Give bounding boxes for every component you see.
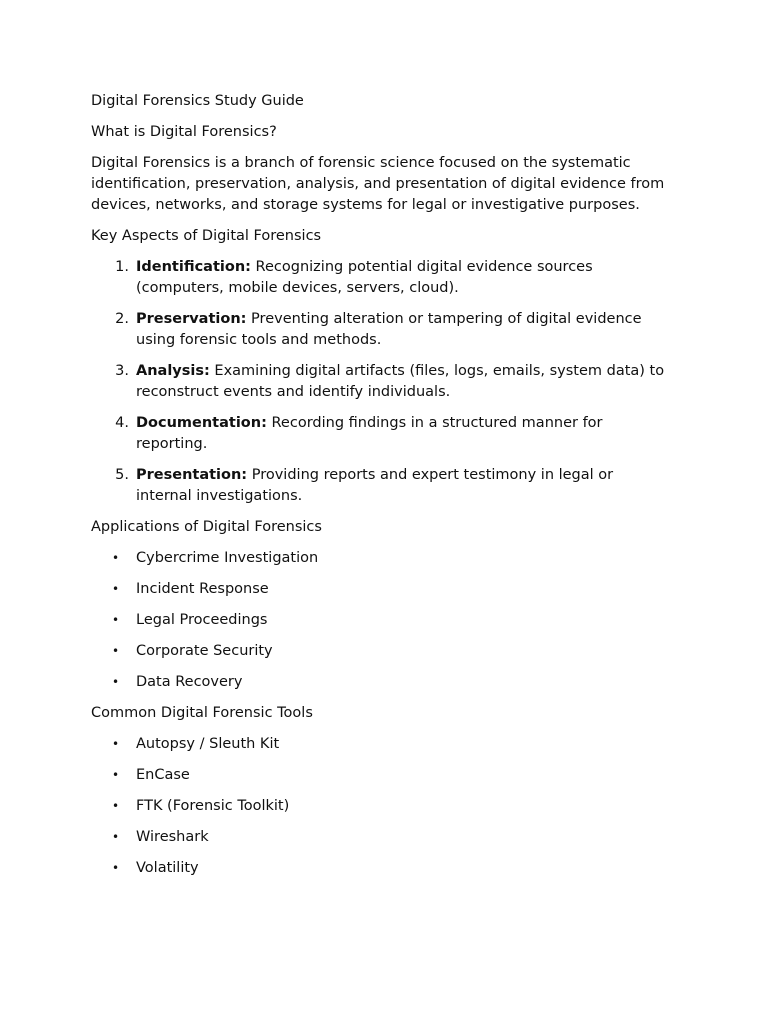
list-text: Providing reports and expert testimony in legal or internal investigations. <box>136 467 614 504</box>
bullet-icon: • <box>112 551 120 565</box>
list-term: Documentation: <box>136 415 267 431</box>
list-text: Recording findings in a structured manner for reporting. <box>136 415 603 452</box>
document-page <box>91 91 671 889</box>
list-text: Examining digital artifacts (files, logs, emails, system data) to reconstruct events and identify individuals. <box>136 363 665 400</box>
bullet-icon: • <box>112 582 120 596</box>
list-text: Incident Response <box>136 581 269 597</box>
list-text: Data Recovery <box>136 674 243 690</box>
section-heading-applications: Applications of Digital Forensics <box>91 519 322 535</box>
bullet-icon: • <box>112 613 120 627</box>
tools-list <box>91 734 671 879</box>
bullet-icon: • <box>112 737 120 751</box>
list-text: Cybercrime Investigation <box>136 550 319 566</box>
list-item <box>91 610 671 631</box>
list-item <box>91 257 671 299</box>
document-title: Digital Forensics Study Guide <box>91 93 304 109</box>
list-item <box>91 579 671 600</box>
list-text: Preventing alteration or tampering of digital evidence using forensic tools and methods. <box>136 311 642 348</box>
list-number: 3. <box>115 363 129 379</box>
applications-list <box>91 548 671 693</box>
list-text: Wireshark <box>136 829 209 845</box>
list-number: 4. <box>115 415 129 431</box>
list-term: Analysis: <box>136 363 210 379</box>
list-item <box>91 641 671 662</box>
list-term: Preservation: <box>136 311 247 327</box>
list-number: 2. <box>115 311 129 327</box>
list-item <box>91 827 671 848</box>
list-text: Recognizing potential digital evidence sources (computers, mobile devices, servers, cloud). <box>136 259 593 296</box>
list-item <box>91 361 671 403</box>
list-text: Volatility <box>136 860 199 876</box>
list-text: Corporate Security <box>136 643 273 659</box>
definition-paragraph: Digital Forensics is a branch of forensic science focused on the systematic identification, preservation, analysis, and presentation of digital evidence from devices, networks, and storage systems for legal or investigative purposes. <box>91 155 665 213</box>
bullet-icon: • <box>112 830 120 844</box>
bullet-icon: • <box>112 768 120 782</box>
bullet-icon: • <box>112 799 120 813</box>
list-text: Autopsy / Sleuth Kit <box>136 736 280 752</box>
list-item <box>91 309 671 351</box>
list-item <box>91 672 671 693</box>
bullet-icon: • <box>112 675 120 689</box>
section-heading-key-aspects: Key Aspects of Digital Forensics <box>91 228 322 244</box>
section-heading-what-is: What is Digital Forensics? <box>91 124 277 140</box>
list-item <box>91 858 671 879</box>
list-text: FTK (Forensic Toolkit) <box>136 798 290 814</box>
list-term: Identification: <box>136 259 251 275</box>
list-number: 1. <box>115 259 129 275</box>
list-item <box>91 548 671 569</box>
list-number: 5. <box>115 467 129 483</box>
key-aspects-list <box>91 257 671 507</box>
list-text: Legal Proceedings <box>136 612 268 628</box>
bullet-icon: • <box>112 644 120 658</box>
list-text: EnCase <box>136 767 190 783</box>
list-item <box>91 413 671 455</box>
list-term: Presentation: <box>136 467 248 483</box>
list-item <box>91 796 671 817</box>
bullet-icon: • <box>112 861 120 875</box>
list-item <box>91 734 671 755</box>
list-item <box>91 465 671 507</box>
section-heading-tools: Common Digital Forensic Tools <box>91 705 313 721</box>
list-item <box>91 765 671 786</box>
